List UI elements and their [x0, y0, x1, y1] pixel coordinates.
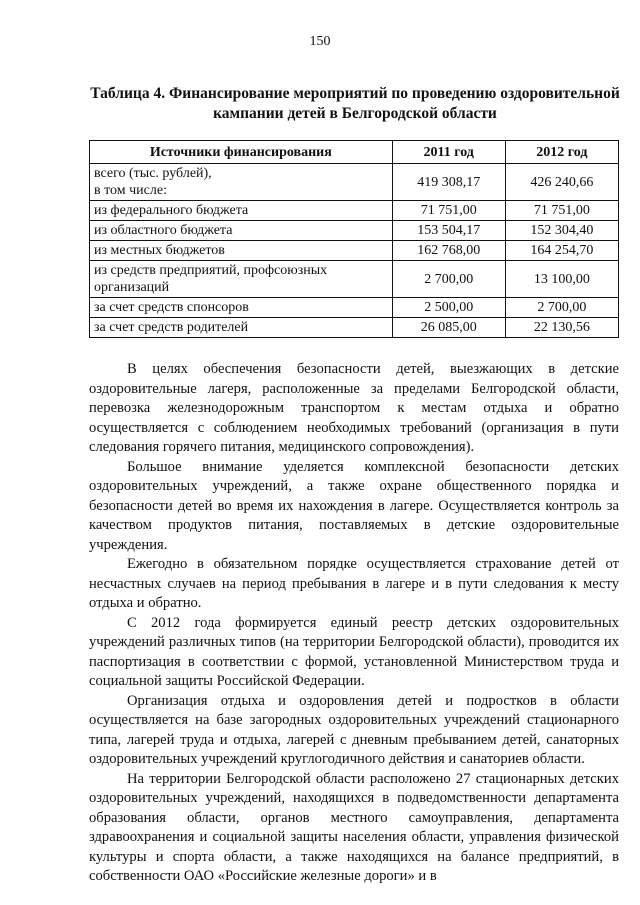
- source-cell: [90, 261, 393, 298]
- paragraph: Ежегодно в обязательном порядке осуществляется страхование детей от несчастных случаев на период пребывания в лагере и в пути следования к месту отдыха и обратно.: [89, 556, 619, 611]
- table-header-row: [90, 141, 619, 164]
- table-row: [90, 318, 619, 338]
- header-2012: 2012 год: [505, 141, 618, 164]
- value-2011: 26 085,00: [392, 318, 505, 338]
- table-title-line-1: Таблица 4. Финансирование мероприятий по проведению оздоровительной: [90, 85, 620, 102]
- value-2011: 153 504,17: [392, 221, 505, 241]
- table-row: [90, 298, 619, 318]
- source-line: организаций: [94, 280, 170, 295]
- source-cell: из федерального бюджета: [90, 201, 393, 221]
- paragraph: В целях обеспечения безопасности детей, выезжающих в детские оздоровительные лагеря, расположенные за пределами Белгородской области, перевозка железнодорожным транспортом к местам отдыха и обратно осуществляется с соблюдением необходимых требований (организация в пути следования горячего питания, медицинского сопровождения).: [89, 361, 619, 455]
- body-text: [89, 360, 619, 887]
- financing-table: [89, 140, 619, 338]
- paragraph: Организация отдыха и оздоровления детей и подростков в области осуществляется на базе загородных оздоровительных учреждений стационарного типа, лагерей труда и отдыха, лагерей с дневным пребыванием детей, санаторных оздоровительных учреждений круглогодичного действия и санаториев области.: [89, 692, 619, 767]
- source-cell: из областного бюджета: [90, 221, 393, 241]
- value-2012: 152 304,40: [505, 221, 618, 241]
- table-row: [90, 241, 619, 261]
- value-2011: 71 751,00: [392, 201, 505, 221]
- table-title-line-2: кампании детей в Белгородской области: [213, 105, 497, 122]
- value-2011: 419 308,17: [392, 164, 505, 201]
- source-cell: из местных бюджетов: [90, 241, 393, 261]
- source-line: в том числе:: [94, 183, 167, 198]
- table-row: [90, 164, 619, 201]
- paragraph: Большое внимание уделяется комплексной безопасности детских оздоровительных учреждений, а также охране общественного порядка и безопасности детей во время их нахождения в лагере. Осуществляется контроль за качеством продуктов питания, поставляемых в детские оздоровительные учреждения.: [89, 458, 619, 553]
- source-line: из средств предприятий, профсоюзных: [94, 263, 328, 278]
- source-cell: за счет средств родителей: [90, 318, 393, 338]
- table-row: [90, 201, 619, 221]
- header-2011: 2011 год: [392, 141, 505, 164]
- paragraph: С 2012 года формируется единый реестр детских оздоровительных учреждений различных типов (на территории Белгородской области), проводится их паспортизация в соответствии с формой, установленной Министерством труда и социальной защиты Российской Федерации.: [89, 614, 619, 689]
- page-number: 150: [309, 34, 331, 49]
- source-cell: за счет средств спонсоров: [90, 298, 393, 318]
- value-2011: 2 500,00: [392, 298, 505, 318]
- value-2011: 162 768,00: [392, 241, 505, 261]
- value-2012: 2 700,00: [505, 298, 618, 318]
- value-2011: 2 700,00: [392, 261, 505, 298]
- table-row: [90, 221, 619, 241]
- value-2012: 426 240,66: [505, 164, 618, 201]
- value-2012: 13 100,00: [505, 261, 618, 298]
- source-cell: [90, 164, 393, 201]
- value-2012: 22 130,56: [505, 318, 618, 338]
- table-title: [90, 84, 620, 124]
- value-2012: 164 254,70: [505, 241, 618, 261]
- table-row: [90, 261, 619, 298]
- header-source: Источники финансирования: [90, 141, 393, 164]
- value-2012: 71 751,00: [505, 201, 618, 221]
- paragraph: На территории Белгородской области расположено 27 стационарных детских оздоровительных учреждений, находящихся в подведомственности департамента образования области, органов местного самоуправления, департамента здравоохранения и социальной защиты населения области, управления физической культуры и спорта области, а также находящихся на балансе предприятий, в собственности ОАО «Российские железные дороги» и в: [89, 770, 619, 884]
- source-line: всего (тыс. рублей),: [94, 166, 212, 181]
